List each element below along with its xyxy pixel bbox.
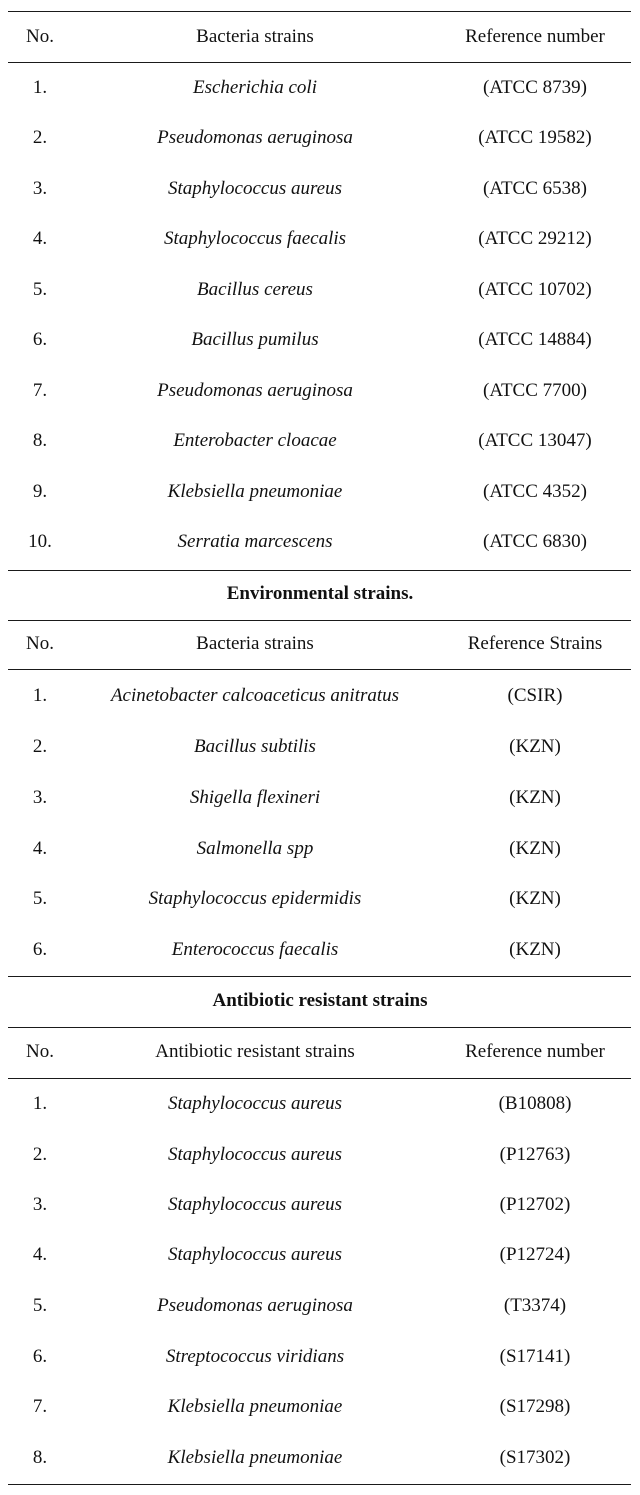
table-rule [8,11,631,12]
row-number: 10. [28,531,52,552]
reference-id: (ATCC 10702) [478,279,592,300]
reference-id: (ATCC 6830) [483,531,587,552]
header-no: No. [26,633,54,654]
reference-id: (KZN) [509,787,561,808]
reference-id: (P12724) [499,1244,571,1265]
reference-id: (S17141) [499,1346,571,1367]
reference-id: (ATCC 8739) [483,77,587,98]
strain-name: Escherichia coli [193,77,317,98]
strain-name: Staphylococcus aureus [168,1194,342,1215]
section-caption-antibiotic: Antibiotic resistant strains [212,990,428,1011]
table-rule [8,976,631,977]
table-rule [8,620,631,621]
row-number: 7. [32,1396,48,1417]
strain-name: Staphylococcus aureus [168,1244,342,1265]
section-caption-environmental: Environmental strains. [226,583,414,604]
strain-name: Klebsiella pneumoniae [167,1447,343,1468]
header-strain: Bacteria strains [196,633,314,654]
reference-id: (P12763) [499,1144,571,1165]
row-number: 6. [32,329,48,350]
row-number: 9. [32,481,48,502]
table-rule [8,62,631,63]
row-number: 1. [32,685,48,706]
reference-id: (KZN) [509,736,561,757]
header-strain: Antibiotic resistant strains [155,1041,355,1062]
header-strain: Bacteria strains [196,26,314,47]
reference-id: (ATCC 7700) [483,380,587,401]
reference-id: (B10808) [498,1093,572,1114]
strain-name: Salmonella spp [196,838,314,859]
table-rule [8,1078,631,1079]
reference-id: (ATCC 6538) [483,178,587,199]
row-number: 3. [32,787,48,808]
row-number: 8. [32,430,48,451]
strain-name: Bacillus pumilus [191,329,319,350]
reference-id: (KZN) [509,888,561,909]
row-number: 5. [32,1295,48,1316]
row-number: 5. [32,279,48,300]
row-number: 4. [32,838,48,859]
reference-id: (ATCC 4352) [483,481,587,502]
strain-name: Pseudomonas aeruginosa [157,380,353,401]
header-reference: Reference Strains [467,633,603,654]
strain-name: Streptococcus viridians [165,1346,345,1367]
row-number: 1. [32,1093,48,1114]
header-no: No. [26,1041,54,1062]
reference-id: (KZN) [509,838,561,859]
strain-name: Serratia marcescens [177,531,333,552]
table-rule [8,570,631,571]
strain-name: Pseudomonas aeruginosa [157,1295,353,1316]
table-rule [8,669,631,670]
header-reference: Reference number [465,1041,605,1062]
reference-id: (S17302) [499,1447,571,1468]
strain-name: Enterococcus faecalis [171,939,339,960]
strain-name: Staphylococcus aureus [168,1093,342,1114]
header-reference: Reference number [465,26,605,47]
row-number: 2. [32,127,48,148]
row-number: 3. [32,1194,48,1215]
table-rule [8,1027,631,1028]
reference-id: (ATCC 14884) [478,329,592,350]
strain-name: Shigella flexineri [189,787,321,808]
reference-id: (P12702) [499,1194,571,1215]
row-number: 6. [32,939,48,960]
header-no: No. [26,26,54,47]
row-number: 2. [32,1144,48,1165]
strain-name: Staphylococcus aureus [168,1144,342,1165]
row-number: 4. [32,1244,48,1265]
row-number: 5. [32,888,48,909]
reference-id: (CSIR) [507,685,563,706]
strain-name: Pseudomonas aeruginosa [157,127,353,148]
reference-id: (T3374) [503,1295,567,1316]
reference-id: (ATCC 13047) [478,430,592,451]
row-number: 6. [32,1346,48,1367]
strain-name: Klebsiella pneumoniae [167,1396,343,1417]
reference-id: (S17298) [499,1396,571,1417]
row-number: 7. [32,380,48,401]
strain-name: Enterobacter cloacae [173,430,337,451]
strain-name: Klebsiella pneumoniae [167,481,343,502]
reference-id: (ATCC 29212) [478,228,592,249]
row-number: 1. [32,77,48,98]
strain-name: Staphylococcus aureus [168,178,342,199]
strain-name: Bacillus subtilis [194,736,316,757]
row-number: 2. [32,736,48,757]
row-number: 4. [32,228,48,249]
row-number: 8. [32,1447,48,1468]
row-number: 3. [32,178,48,199]
strain-name: Staphylococcus epidermidis [148,888,362,909]
table-rule [8,1484,631,1485]
strain-name: Bacillus cereus [197,279,313,300]
strain-name: Staphylococcus faecalis [163,228,347,249]
strain-name: Acinetobacter calcoaceticus anitratus [110,685,400,706]
reference-id: (KZN) [509,939,561,960]
reference-id: (ATCC 19582) [478,127,592,148]
